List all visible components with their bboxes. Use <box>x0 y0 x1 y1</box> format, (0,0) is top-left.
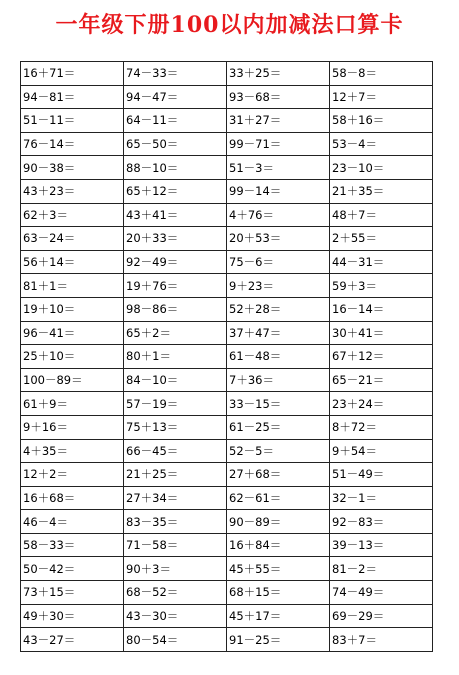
problem-cell: 4＋76＝ <box>227 203 330 227</box>
problem-cell: 21＋25＝ <box>124 463 227 487</box>
problem-cell: 9＋54＝ <box>330 439 433 463</box>
table-row <box>21 604 433 628</box>
problem-cell: 50－42＝ <box>21 557 124 581</box>
problem-table-body <box>21 62 433 652</box>
problem-cell: 80－54＝ <box>124 628 227 652</box>
problem-cell: 52＋28＝ <box>227 297 330 321</box>
problem-cell: 45＋17＝ <box>227 604 330 628</box>
table-row <box>21 581 433 605</box>
problem-cell: 94－81＝ <box>21 85 124 109</box>
problem-cell: 65－50＝ <box>124 132 227 156</box>
problem-cell: 57－19＝ <box>124 392 227 416</box>
problem-cell: 96－41＝ <box>21 321 124 345</box>
table-row <box>21 463 433 487</box>
problem-cell: 20＋53＝ <box>227 227 330 251</box>
problem-cell: 99－71＝ <box>227 132 330 156</box>
table-row <box>21 628 433 652</box>
problem-cell: 83＋7＝ <box>330 628 433 652</box>
problem-cell: 7＋36＝ <box>227 368 330 392</box>
problem-cell: 23＋24＝ <box>330 392 433 416</box>
table-row <box>21 297 433 321</box>
problem-cell: 51－11＝ <box>21 109 124 133</box>
table-row <box>21 250 433 274</box>
problem-cell: 65－21＝ <box>330 368 433 392</box>
problem-cell: 30＋41＝ <box>330 321 433 345</box>
problem-cell: 37＋47＝ <box>227 321 330 345</box>
problem-cell: 33＋25＝ <box>227 62 330 86</box>
problem-cell: 74－33＝ <box>124 62 227 86</box>
problem-cell: 83－35＝ <box>124 510 227 534</box>
problem-cell: 21＋35＝ <box>330 179 433 203</box>
problem-cell: 12＋7＝ <box>330 85 433 109</box>
table-row <box>21 533 433 557</box>
problem-cell: 19＋76＝ <box>124 274 227 298</box>
problem-cell: 74－49＝ <box>330 581 433 605</box>
problem-cell: 12＋2＝ <box>21 463 124 487</box>
table-row <box>21 62 433 86</box>
problem-cell: 68－52＝ <box>124 581 227 605</box>
problem-cell: 19＋10＝ <box>21 297 124 321</box>
problem-cell: 59＋3＝ <box>330 274 433 298</box>
problem-cell: 9＋16＝ <box>21 415 124 439</box>
problem-cell: 94－47＝ <box>124 85 227 109</box>
problem-cell: 45＋55＝ <box>227 557 330 581</box>
page-title: 一年级下册100以内加减法口算卡 <box>55 12 404 38</box>
problem-cell: 16－14＝ <box>330 297 433 321</box>
table-row <box>21 345 433 369</box>
problem-cell: 52－5＝ <box>227 439 330 463</box>
table-row <box>21 179 433 203</box>
problem-cell: 90－89＝ <box>227 510 330 534</box>
problem-cell: 81＋1＝ <box>21 274 124 298</box>
problem-cell: 43＋23＝ <box>21 179 124 203</box>
table-row <box>21 274 433 298</box>
table-row <box>21 321 433 345</box>
problem-cell: 75－6＝ <box>227 250 330 274</box>
problem-table <box>20 61 433 652</box>
problem-cell: 16＋68＝ <box>21 486 124 510</box>
problem-cell: 69－29＝ <box>330 604 433 628</box>
problem-cell: 48＋7＝ <box>330 203 433 227</box>
problem-cell: 68＋15＝ <box>227 581 330 605</box>
table-row <box>21 203 433 227</box>
table-row <box>21 486 433 510</box>
problem-cell: 99－14＝ <box>227 179 330 203</box>
problem-cell: 23－10＝ <box>330 156 433 180</box>
table-row <box>21 132 433 156</box>
problem-cell: 9＋23＝ <box>227 274 330 298</box>
problem-cell: 16＋84＝ <box>227 533 330 557</box>
problem-cell: 20＋33＝ <box>124 227 227 251</box>
problem-cell: 88－10＝ <box>124 156 227 180</box>
table-row <box>21 415 433 439</box>
problem-cell: 63－24＝ <box>21 227 124 251</box>
problem-cell: 56＋14＝ <box>21 250 124 274</box>
problem-cell: 33－15＝ <box>227 392 330 416</box>
problem-cell: 62－61＝ <box>227 486 330 510</box>
problem-cell: 65＋2＝ <box>124 321 227 345</box>
problem-cell: 32－1＝ <box>330 486 433 510</box>
problem-cell: 84－10＝ <box>124 368 227 392</box>
table-row <box>21 85 433 109</box>
problem-cell: 39－13＝ <box>330 533 433 557</box>
problem-cell: 43－27＝ <box>21 628 124 652</box>
problem-cell: 100－89＝ <box>21 368 124 392</box>
problem-cell: 62＋3＝ <box>21 203 124 227</box>
problem-cell: 93－68＝ <box>227 85 330 109</box>
problem-cell: 64－11＝ <box>124 109 227 133</box>
problem-cell: 25＋10＝ <box>21 345 124 369</box>
table-row <box>21 109 433 133</box>
problem-cell: 73＋15＝ <box>21 581 124 605</box>
table-row <box>21 156 433 180</box>
problem-cell: 8＋72＝ <box>330 415 433 439</box>
problem-cell: 92－49＝ <box>124 250 227 274</box>
problem-cell: 71－58＝ <box>124 533 227 557</box>
problem-cell: 27＋34＝ <box>124 486 227 510</box>
problem-cell: 61＋9＝ <box>21 392 124 416</box>
problem-cell: 75＋13＝ <box>124 415 227 439</box>
table-row <box>21 510 433 534</box>
problem-cell: 27＋68＝ <box>227 463 330 487</box>
table-row <box>21 392 433 416</box>
problem-cell: 61－25＝ <box>227 415 330 439</box>
problem-cell: 65＋12＝ <box>124 179 227 203</box>
problem-cell: 91－25＝ <box>227 628 330 652</box>
problem-cell: 66－45＝ <box>124 439 227 463</box>
table-row <box>21 439 433 463</box>
problem-cell: 49＋30＝ <box>21 604 124 628</box>
problem-cell: 31＋27＝ <box>227 109 330 133</box>
problem-cell: 16＋71＝ <box>21 62 124 86</box>
problem-cell: 43－30＝ <box>124 604 227 628</box>
problem-cell: 44－31＝ <box>330 250 433 274</box>
problem-cell: 81－2＝ <box>330 557 433 581</box>
problem-cell: 51－3＝ <box>227 156 330 180</box>
table-row <box>21 227 433 251</box>
problem-cell: 90－38＝ <box>21 156 124 180</box>
problem-cell: 58－33＝ <box>21 533 124 557</box>
problem-cell: 51－49＝ <box>330 463 433 487</box>
table-row <box>21 368 433 392</box>
problem-cell: 61－48＝ <box>227 345 330 369</box>
problem-cell: 2＋55＝ <box>330 227 433 251</box>
problem-cell: 58＋16＝ <box>330 109 433 133</box>
problem-cell: 4＋35＝ <box>21 439 124 463</box>
problem-cell: 53－4＝ <box>330 132 433 156</box>
problem-cell: 67＋12＝ <box>330 345 433 369</box>
problem-cell: 58－8＝ <box>330 62 433 86</box>
problem-cell: 92－83＝ <box>330 510 433 534</box>
problem-cell: 46－4＝ <box>21 510 124 534</box>
problem-cell: 80＋1＝ <box>124 345 227 369</box>
problem-cell: 98－86＝ <box>124 297 227 321</box>
problem-cell: 43＋41＝ <box>124 203 227 227</box>
problem-cell: 90＋3＝ <box>124 557 227 581</box>
table-row <box>21 557 433 581</box>
problem-cell: 76－14＝ <box>21 132 124 156</box>
